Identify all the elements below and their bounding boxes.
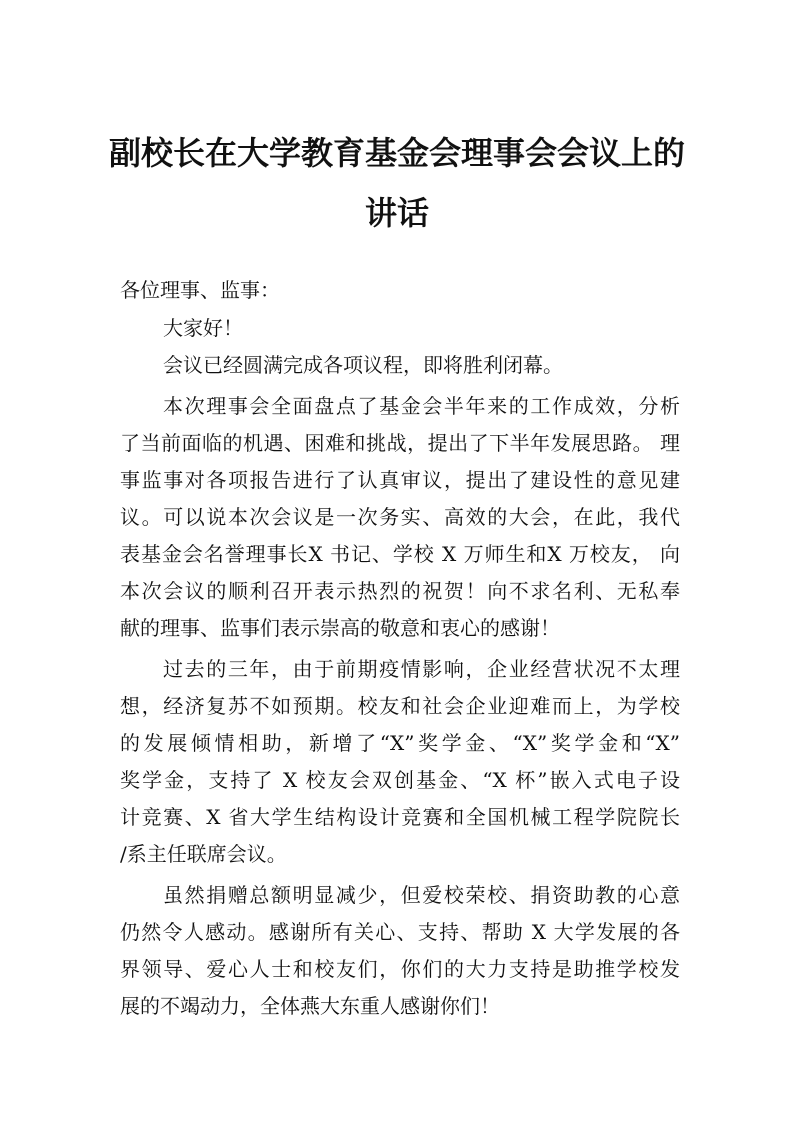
greeting-line: 大家好！ bbox=[163, 316, 243, 340]
body-line: 想，经济复苏不如预期。校友和社会企业迎难而上，为学校 bbox=[120, 694, 680, 718]
body-line: 过去的三年，由于前期疫情影响，企业经营状况不太理 bbox=[163, 657, 680, 681]
body-line: 会议已经圆满完成各项议程，即将胜利闭幕。 bbox=[163, 353, 563, 377]
document-title-line-2: 讲话 bbox=[364, 194, 429, 232]
body-line: 表基金会名誉理事长X 书记、学校 X 万师生和X 万校友， 向 bbox=[120, 542, 680, 566]
body-line: 虽然捐赠总额明显减少，但爱校荣校、捐资助教的心意 bbox=[163, 883, 680, 907]
body-line: 的发展倾情相助，新增了“X”奖学金、“X”奖学金和“X” bbox=[120, 731, 680, 755]
document-title-line-1: 副校长在大学教育基金会理事会会议上的 bbox=[108, 134, 685, 172]
body-line: 献的理事、监事们表示崇高的敬意和衷心的感谢！ bbox=[120, 616, 560, 640]
body-line: 展的不竭动力，全体燕大东重人感谢你们！ bbox=[120, 994, 500, 1018]
salutation-line: 各位理事、监事： bbox=[120, 278, 280, 302]
body-line: 议。可以说本次会议是一次务实、高效的大会，在此，我代 bbox=[120, 505, 680, 529]
body-line: 仍然令人感动。感谢所有关心、支持、帮助 X 大学发展的各 bbox=[120, 920, 680, 944]
body-line: 奖学金，支持了 X 校友会双创基金、“X 杯”嵌入式电子设 bbox=[120, 768, 680, 792]
body-line: /系主任联席会议。 bbox=[120, 842, 287, 866]
body-line: 了当前面临的机遇、困难和挑战，提出了下半年发展思路。 理 bbox=[120, 431, 680, 455]
body-line: 本次会议的顺利召开表示热烈的祝贺！向不求名利、无私奉 bbox=[120, 579, 680, 603]
body-line: 计竞赛、X 省大学生结构设计竞赛和全国机械工程学院院长 bbox=[120, 805, 680, 829]
body-line: 本次理事会全面盘点了基金会半年来的工作成效，分析 bbox=[163, 394, 680, 418]
body-line: 界领导、爱心人士和校友们，你们的大力支持是助推学校发 bbox=[120, 957, 680, 981]
body-line: 事监事对各项报告进行了认真审议，提出了建设性的意见建 bbox=[120, 468, 680, 492]
